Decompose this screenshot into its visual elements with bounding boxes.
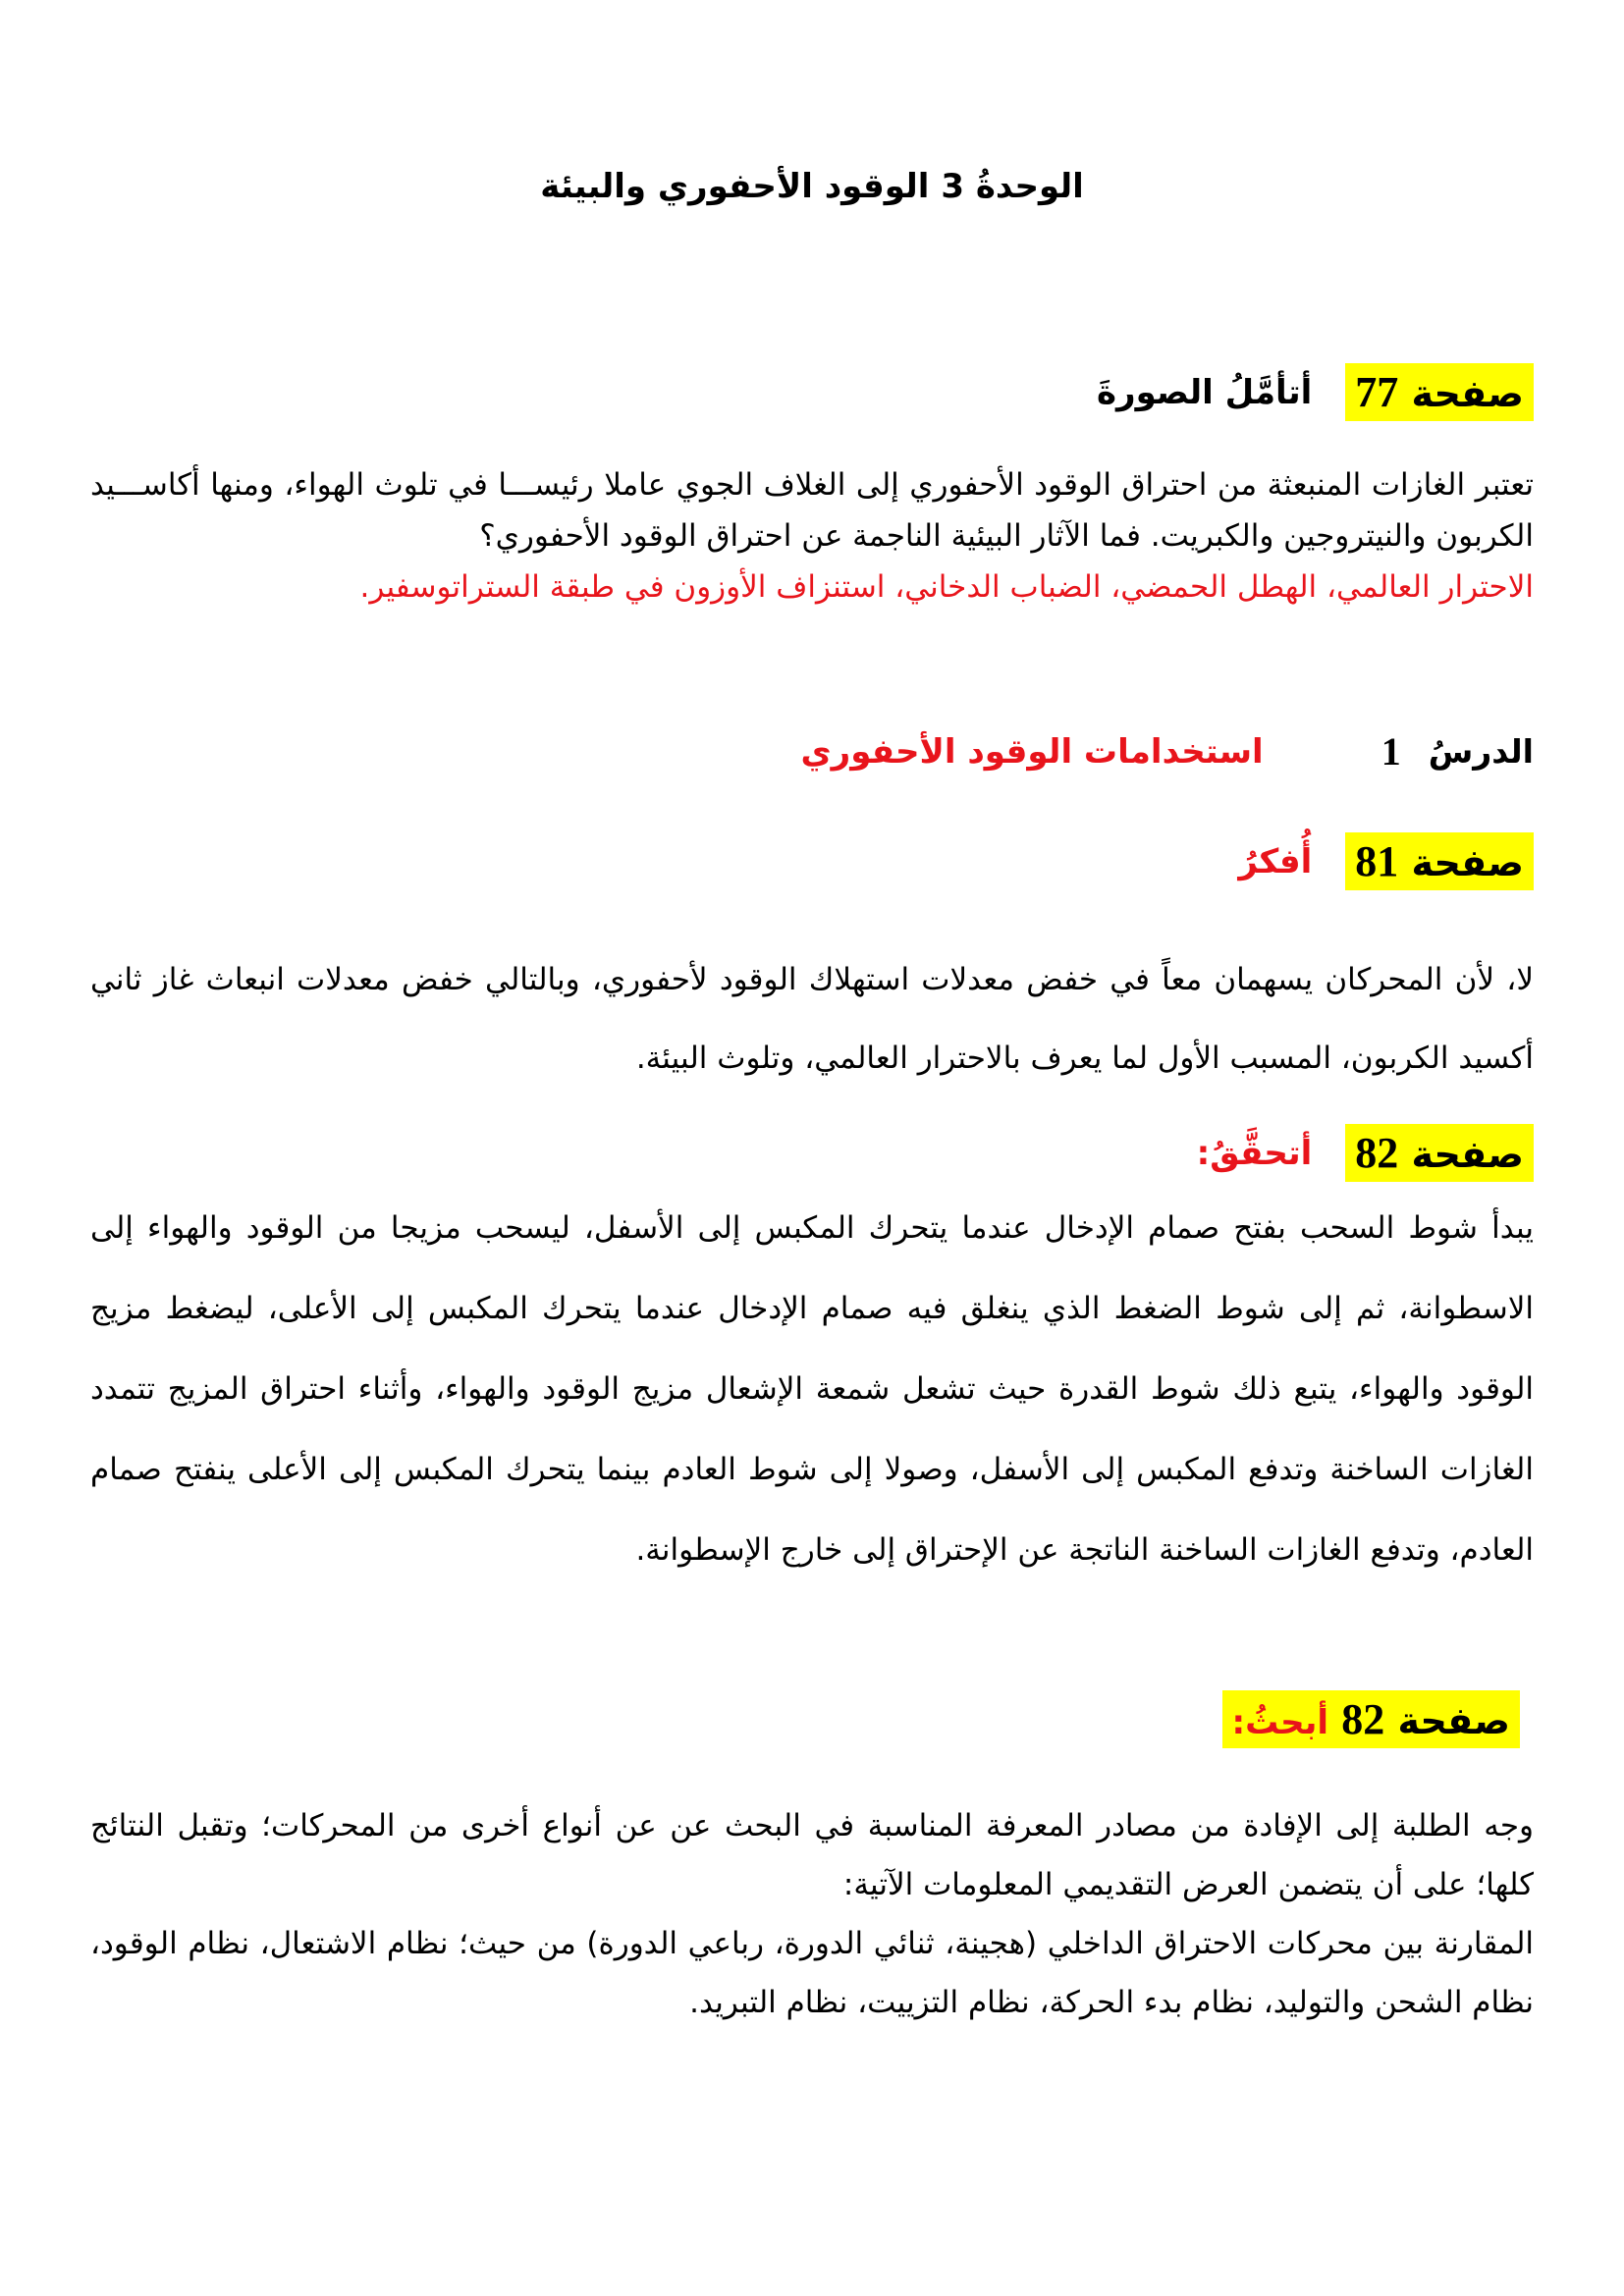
page-label: صفحة [1411,841,1524,884]
answer-text: الاحترار العالمي، الهطل الحمضي، الضباب الدخاني، استنزاف الأوزون في طبقة الستراتوسفير. [359,569,1534,605]
section-77-body [90,459,1534,613]
page-number: 81 [1355,837,1399,885]
section-header-81 [90,832,1534,890]
section-header-82-research [77,1690,1520,1748]
page-label: صفحة [1411,1133,1524,1176]
section-heading: أتحقَّقُ: [1196,1133,1313,1173]
lesson-title: استخدامات الوقود الأحفوري [800,731,1264,772]
section-82-check-answer: يبدأ شوط السحب بفتح صمام الإدخال عندما يتحرك المكبس إلى الأسفل، ليسحب مزيجا من الوقود والهواء إلى الاسطوانة، ثم إلى شوط الضغط الذي ينغلق فيه صمام الإدخال عندما يتحرك المكبس إلى الأعلى، ليضغط مزيج الوقود والهواء، يتبع ذلك شوط القدرة حيث تشعل شمعة الإشعال مزيج الوقود والهواء، وأثناء احتراق المزيج تتمدد الغازات الساخنة وتدفع المكبس إلى الأسفل، وصولا إلى شوط العادم بينما يتحرك المكبس إلى الأعلى ينفتح صمام العادم، وتدفع الغازات الساخنة الناتجة عن الإحتراق إلى خارج الإسطوانة. [90,1210,1534,1568]
page-ref-badge [1345,363,1534,421]
page-label: صفحة [1411,372,1524,415]
page-ref-badge [1345,1124,1534,1182]
page-number: 82 [1355,1129,1399,1177]
question-text: تعتبر الغازات المنبعثة من احتراق الوقود الأحفوري إلى الغلاف الجوي عاملا رئيســـا في تلوث الهواء، ومنها أكاســـيد الكربون والنيتروجين والكبريت. فما الآثار البيئية الناجمة عن احتراق الوقود الأحفوري؟ [90,467,1534,554]
section-82-research-body [90,1796,1534,2032]
page-ref-badge [1345,832,1534,890]
page-number: 82 [1341,1695,1385,1743]
research-paragraph: وجه الطلبة إلى الإفادة من مصادر المعرفة المناسبة في البحث عن عن أنواع أخرى من المحركات؛ وتقبل النتائج كلها؛ على أن يتضمن العرض التقديمي المعلومات الآتية: [90,1808,1534,1902]
page-number: 77 [1355,368,1399,416]
lesson-label: الدرسُ [1428,732,1534,771]
section-header-77 [90,363,1534,421]
section-heading: أتأمَّلُ الصورةَ [1096,372,1313,412]
section-header-82-check [90,1124,1534,1182]
research-paragraph: المقارنة بين محركات الاحتراق الداخلي (هجينة، ثنائي الدورة، رباعي الدورة) من حيث؛ نظام الاشتعال، نظام الوقود، نظام الشحن والتوليد، نظام بدء الحركة، نظام التزييت، نظام التبريد. [90,1926,1534,2020]
lesson-header [90,728,1534,774]
section-heading: أبحثُ: [1231,1703,1329,1742]
lesson-number: 1 [1380,729,1401,774]
unit-title: الوحدةُ 3 الوقود الأحفوري والبيئة [540,167,1084,206]
section-81-answer: لا، لأن المحركان يسهمان معاً في خفض معدلات استهلاك الوقود لأحفوري، وبالتالي خفض معدلات انبعاث غاز ثاني أكسيد الكربون، المسبب الأول لما يعرف بالاحترار العالمي، وتلوث البيئة. [90,962,1534,1076]
page-label: صفحة [1397,1699,1510,1742]
page-ref-badge [1222,1690,1521,1748]
section-heading: أُفكرُ [1238,841,1313,881]
